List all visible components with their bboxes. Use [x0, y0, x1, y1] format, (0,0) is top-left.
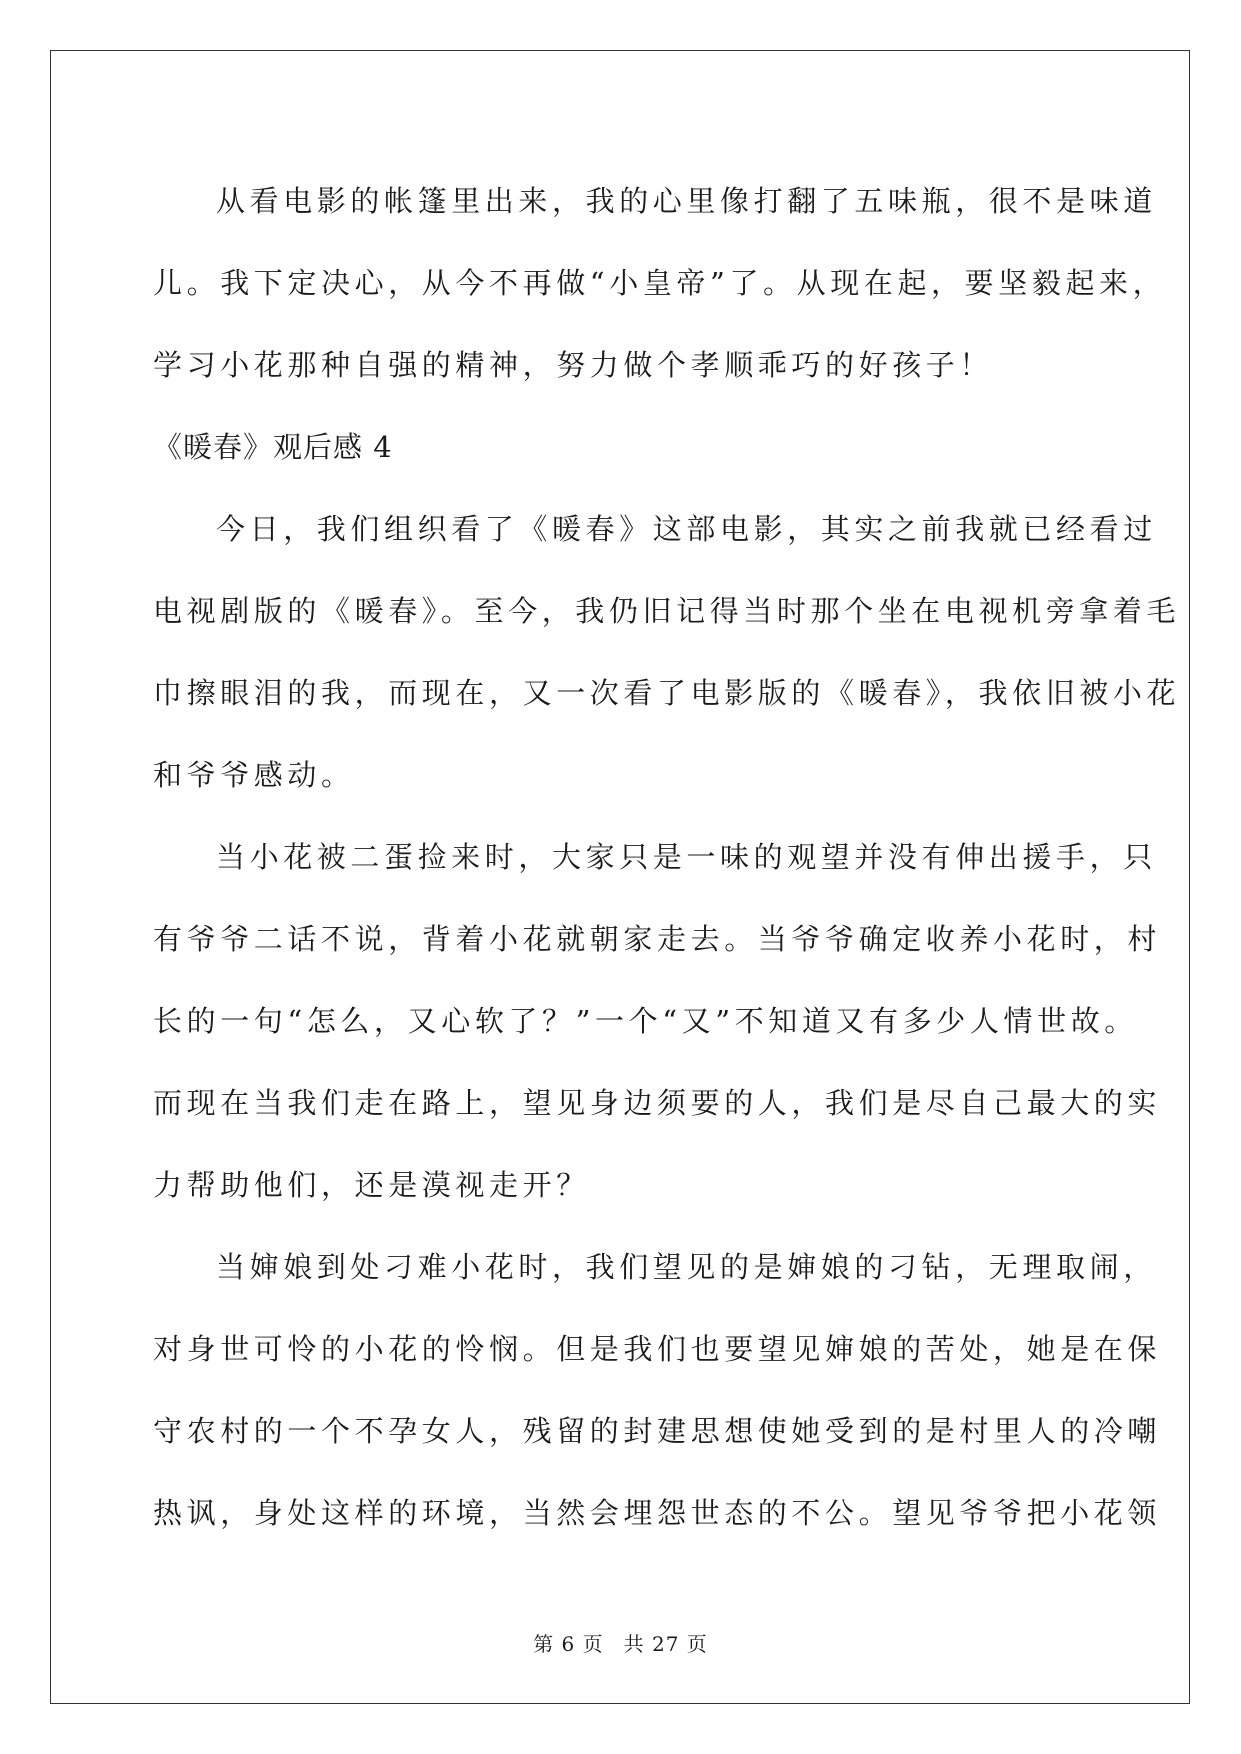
text-line: 电视剧版的《暖春》。至今，我仍旧记得当时那个坐在电视机旁拿着毛: [153, 594, 1181, 628]
text-line: 和爷爷感动。: [153, 758, 355, 792]
text-line: 长的一句“怎么，又心软了？”一个“又”不知道又有多少人情世故。: [153, 1004, 1138, 1038]
document-body: [153, 160, 1181, 1554]
text-line: 而现在当我们走在路上，望见身边须要的人，我们是尽自己最大的实: [153, 1086, 1162, 1120]
text-line: 儿。我下定决心，从今不再做“小皇帝”了。从现在起，要坚毅起来，: [153, 266, 1167, 300]
page-footer: [0, 1628, 1241, 1657]
text-line: 学习小花那种自强的精神，努力做个孝顺乖巧的好孩子！: [153, 348, 994, 382]
text-line: 有爷爷二话不说，背着小花就朝家走去。当爷爷确定收养小花时，村: [153, 922, 1162, 956]
text-line: 对身世可怜的小花的怜悯。但是我们也要望见婶娘的苦处，她是在保: [153, 1332, 1162, 1366]
text-line: 今日，我们组织看了《暖春》这部电影，其实之前我就已经看过: [216, 512, 1157, 546]
text-line: 巾擦眼泪的我，而现在，又一次看了电影版的《暖春》，我依旧被小花: [153, 676, 1181, 710]
section-heading: 《暖春》观后感 4: [153, 430, 393, 464]
page-total: 共 27 页: [623, 1632, 708, 1656]
text-line: 当婶娘到处刁难小花时，我们望见的是婶娘的刁钻，无理取闹，: [216, 1250, 1157, 1284]
text-line: 从看电影的帐篷里出来，我的心里像打翻了五味瓶，很不是味道: [216, 184, 1157, 218]
text-line: 当小花被二蛋捡来时，大家只是一味的观望并没有伸出援手，只: [216, 840, 1157, 874]
text-line: 力帮助他们，还是漠视走开？: [153, 1168, 590, 1202]
page-number: 第 6 页: [533, 1632, 604, 1656]
text-line: 热讽，身处这样的环境，当然会埋怨世态的不公。望见爷爷把小花领: [153, 1496, 1162, 1530]
text-line: 守农村的一个不孕女人，残留的封建思想使她受到的是村里人的冷嘲: [153, 1414, 1162, 1448]
